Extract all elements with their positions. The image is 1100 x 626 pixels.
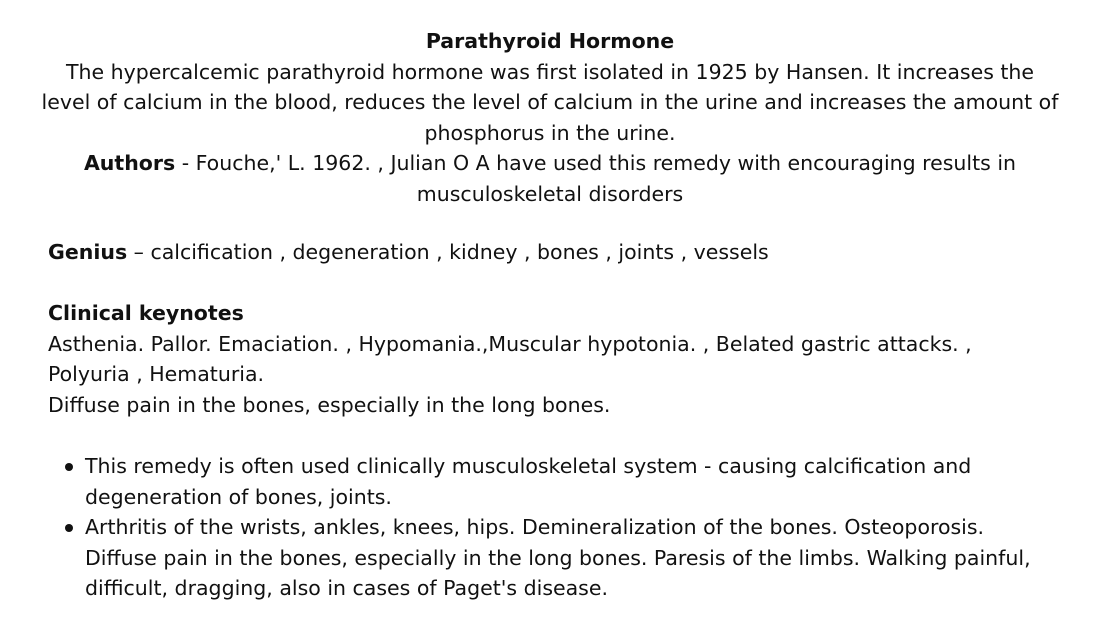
page-title: Parathyroid Hormone (425, 29, 675, 53)
bullet-list (48, 451, 1058, 604)
bullet-icon (65, 524, 73, 532)
bullet-icon (65, 463, 73, 471)
list-item (48, 451, 1058, 512)
header-section (40, 26, 1060, 209)
clinical-keynotes-section (48, 298, 1068, 420)
keynotes-line-1: Asthenia. Pallor. Emaciation. , Hypomania.,Muscular hypotonia. , Belated gastric attacks. , Polyuria , Hematuria. (48, 331, 972, 386)
list-item-text: This remedy is often used clinically musculoskeletal system - causing calcification and degeneration of bones, joints. (85, 454, 972, 509)
intro-paragraph: The hypercalcemic parathyroid hormone was first isolated in 1925 by Hansen. It increases the level of calcium in the blood, reduces the level of calcium in the urine and increases the amount of phosphorus in the urine. (41, 59, 1059, 145)
keynotes-heading: Clinical keynotes (48, 301, 244, 325)
genius-label: Genius (48, 240, 128, 264)
genius-text: – calcification , degeneration , kidney , bones , joints , vessels (127, 240, 769, 264)
authors-line (40, 148, 1060, 209)
list-item (48, 512, 1058, 604)
authors-label: Authors (83, 151, 176, 175)
list-item-text: Arthritis of the wrists, ankles, knees, hips. Demineralization of the bones. Osteoporosis. Diffuse pain in the bones, especially in the long bones. Paresis of the limbs. Walking painful, difficult, dragging, also in cases of Paget's disease. (85, 515, 1031, 600)
authors-text: - Fouche,' L. 1962. , Julian O A have used this remedy with encouraging results in musculoskeletal disorders (175, 151, 1017, 206)
keynotes-line-2: Diffuse pain in the bones, especially in the long bones. (48, 392, 611, 417)
genius-section (48, 237, 1068, 268)
